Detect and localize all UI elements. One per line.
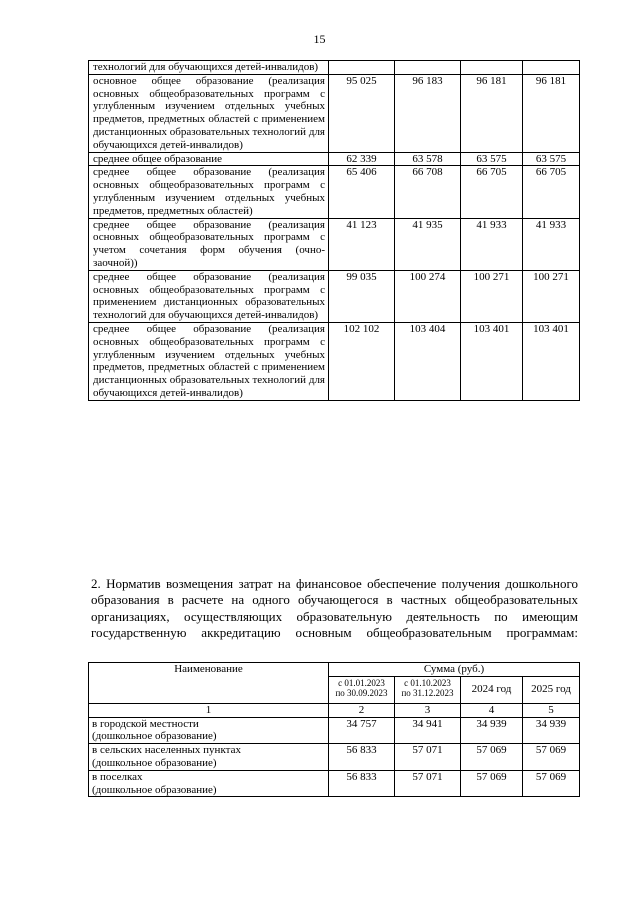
row-value: 63 578	[395, 152, 461, 166]
table-row	[89, 270, 580, 322]
row-value: 103 404	[395, 322, 461, 400]
header-period-1-to: по 30.09.2023	[335, 687, 388, 698]
row-value: 66 705	[461, 166, 523, 218]
row-name	[89, 770, 329, 797]
normatives-table-continued	[88, 60, 580, 401]
row-value: 66 708	[395, 166, 461, 218]
row-value	[523, 61, 580, 75]
row-value: 66 705	[523, 166, 580, 218]
row-value: 56 833	[329, 770, 395, 797]
row-name-line-1: в городской местности	[92, 717, 199, 730]
row-value: 96 181	[461, 74, 523, 152]
row-name: технологий для обучающихся детей-инвалидов)	[89, 61, 329, 75]
table-row	[89, 744, 580, 771]
table-row	[89, 166, 580, 218]
row-value: 34 757	[329, 717, 395, 744]
row-value	[461, 61, 523, 75]
row-value: 100 271	[461, 270, 523, 322]
row-value: 96 183	[395, 74, 461, 152]
row-value: 103 401	[523, 322, 580, 400]
row-name-line-1: в поселках	[92, 770, 143, 783]
table-row	[89, 717, 580, 744]
table-row	[89, 770, 580, 797]
row-name-line-2: (дошкольное образование)	[92, 756, 217, 769]
preschool-normatives-table	[88, 662, 580, 797]
header-sum: Сумма (руб.)	[329, 663, 580, 677]
row-value: 102 102	[329, 322, 395, 400]
row-value: 34 939	[461, 717, 523, 744]
section-2-paragraph: 2. Норматив возмещения затрат на финансовое обеспечение получения дошкольного образования в расчете на одного обучающегося в частных общеобразовательных организациях, осуществляющих образовательную деятельность по имеющим государственную аккредитацию основным общеобразовательным программам:	[91, 576, 578, 640]
row-value: 57 069	[461, 744, 523, 771]
header-name: Наименование	[89, 663, 329, 704]
row-value: 100 274	[395, 270, 461, 322]
row-value	[329, 61, 395, 75]
column-number: 3	[395, 703, 461, 717]
row-name	[89, 717, 329, 744]
row-value: 41 123	[329, 218, 395, 270]
row-value: 100 271	[523, 270, 580, 322]
column-number: 2	[329, 703, 395, 717]
row-value: 34 939	[523, 717, 580, 744]
row-name: среднее общее образование (реализация основных общеобразовательных программ с учетом сочетания форм обучения (очно-заочной))	[89, 218, 329, 270]
row-value: 57 071	[395, 770, 461, 797]
table-row	[89, 74, 580, 152]
row-value: 57 069	[523, 770, 580, 797]
row-name-line-2: (дошкольное образование)	[92, 730, 217, 743]
header-period-1-from: с 01.01.2023	[338, 677, 385, 688]
column-number: 5	[523, 703, 580, 717]
row-value: 95 025	[329, 74, 395, 152]
header-period-2-from: с 01.10.2023	[404, 677, 451, 688]
row-value: 57 069	[523, 744, 580, 771]
row-value: 41 933	[461, 218, 523, 270]
row-value: 57 069	[461, 770, 523, 797]
row-value: 41 933	[523, 218, 580, 270]
table-row	[89, 218, 580, 270]
row-name	[89, 744, 329, 771]
row-name: основное общее образование (реализация основных общеобразовательных программ с углубленным изучением отдельных учебных предметов, предметных областей с применением дистанционных образовательных технологий для обучающихся детей-инвалидов)	[89, 74, 329, 152]
row-value: 57 071	[395, 744, 461, 771]
row-value: 41 935	[395, 218, 461, 270]
header-year-2024: 2024 год	[461, 676, 523, 703]
row-value: 34 941	[395, 717, 461, 744]
row-value: 99 035	[329, 270, 395, 322]
row-value: 63 575	[523, 152, 580, 166]
header-period-1	[329, 676, 395, 703]
row-value: 65 406	[329, 166, 395, 218]
row-value: 56 833	[329, 744, 395, 771]
header-period-2	[395, 676, 461, 703]
row-value: 103 401	[461, 322, 523, 400]
page-number: 15	[313, 32, 326, 46]
table-row	[89, 322, 580, 400]
row-name: среднее общее образование	[89, 152, 329, 166]
row-value: 62 339	[329, 152, 395, 166]
header-year-2025: 2025 год	[523, 676, 580, 703]
header-period-2-to: по 31.12.2023	[401, 687, 454, 698]
row-name-line-1: в сельских населенных пунктах	[92, 744, 241, 757]
row-value: 96 181	[523, 74, 580, 152]
row-name: среднее общее образование (реализация основных общеобразовательных программ с применением дистанционных образовательных технологий для обучающихся детей-инвалидов)	[89, 270, 329, 322]
row-name: среднее общее образование (реализация основных общеобразовательных программ с углубленным изучением отдельных учебных предметов, предметных областей)	[89, 166, 329, 218]
row-name: среднее общее образование (реализация основных общеобразовательных программ с углубленным изучением отдельных учебных предметов, предметных областей с применением дистанционных образовательных технологий для обучающихся детей-инвалидов)	[89, 322, 329, 400]
table-row	[89, 152, 580, 166]
row-name-line-2: (дошкольное образование)	[92, 783, 217, 796]
column-number: 1	[89, 703, 329, 717]
column-number: 4	[461, 703, 523, 717]
row-value	[395, 61, 461, 75]
row-value: 63 575	[461, 152, 523, 166]
table-row	[89, 61, 580, 75]
